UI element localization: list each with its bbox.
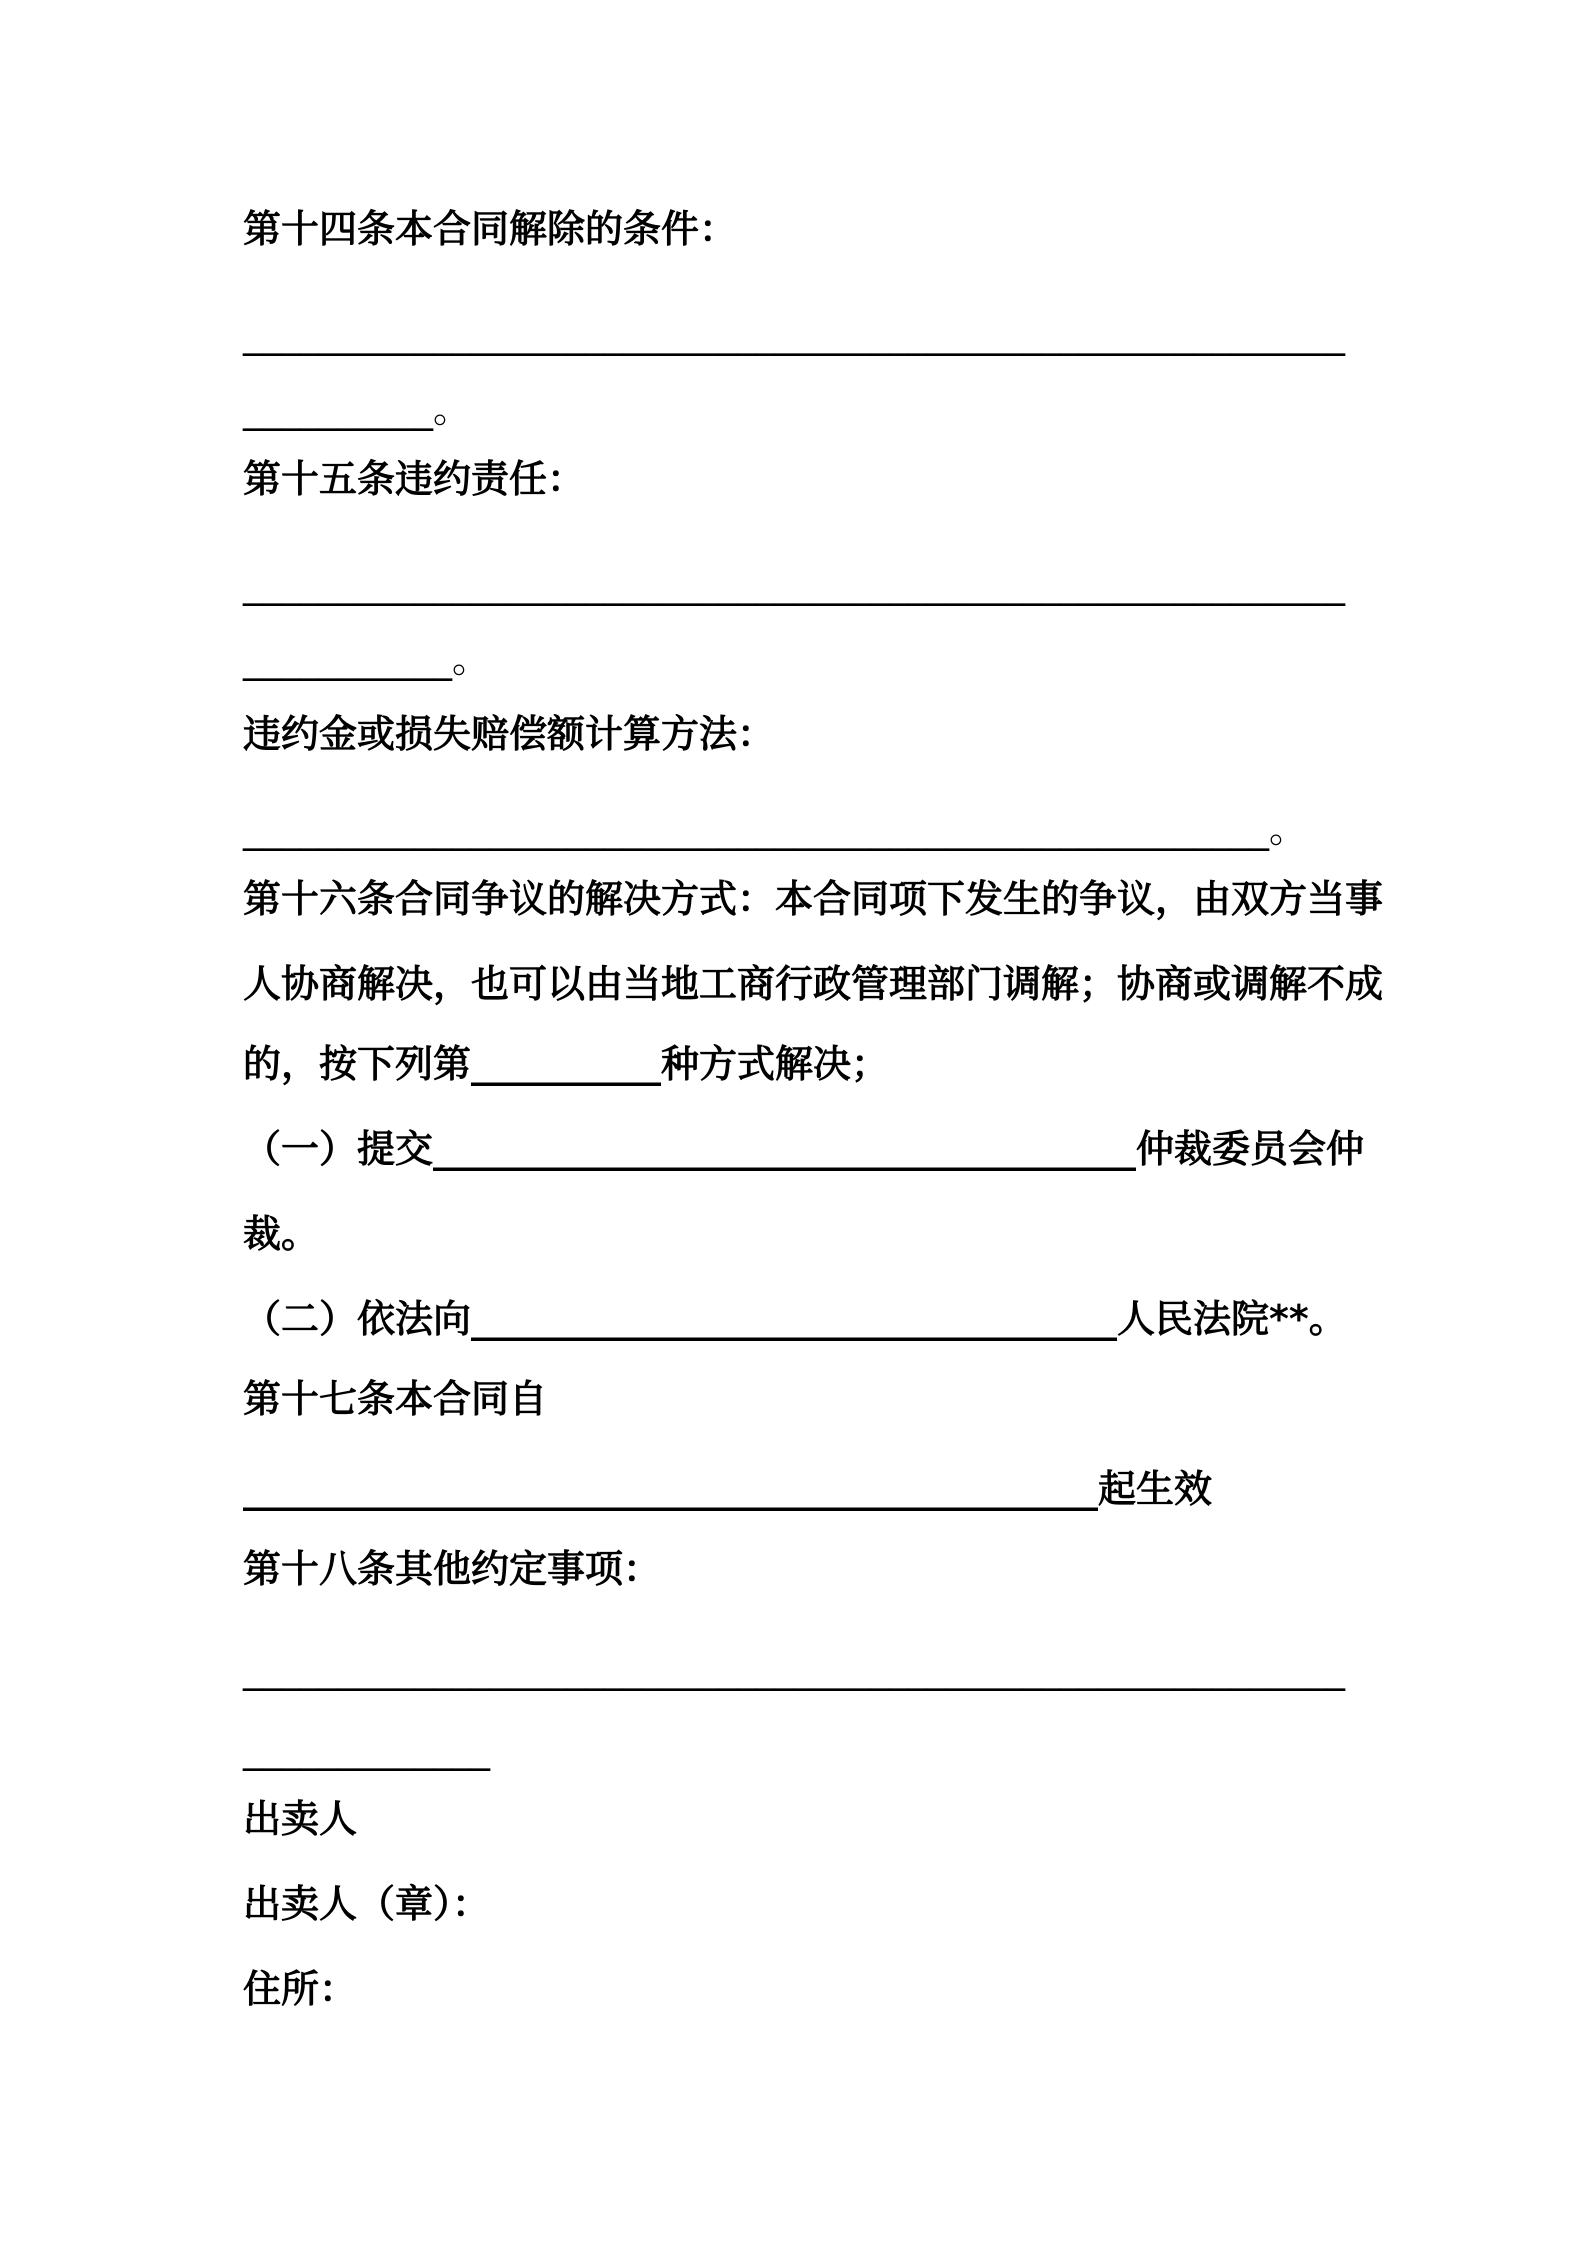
article-15-heading: 第十五条违约责任：	[243, 457, 586, 501]
article-16-text-line-2: 人协商解决，也可以由当地工商行政管理部门调解；协商或调解不成	[243, 962, 1384, 1006]
article-15-blank-line-1: __________________________________________________________	[243, 562, 1345, 606]
seller-label: 出卖人	[243, 1797, 358, 1841]
address-label: 住所：	[243, 1967, 358, 2011]
article-18-heading: 第十八条其他约定事项：	[243, 1547, 662, 1591]
article-17-heading: 第十七条本合同自	[243, 1377, 548, 1421]
article-17-effective-line: _____________________________________________起生效	[243, 1467, 1213, 1511]
article-16-text-line-3: 的，按下列第__________种方式解决；	[243, 1042, 890, 1086]
penalty-calculation-blank-line: ______________________________________________________。	[243, 807, 1308, 851]
article-14-blank-line-1: __________________________________________________________	[243, 312, 1345, 356]
article-16-text-line-1: 第十六条合同争议的解决方式：本合同项下发生的争议，由双方当事	[243, 877, 1384, 921]
option-2-court-line: （二）依法向__________________________________人民法院**。	[243, 1297, 1347, 1341]
article-18-blank-line-2: _____________	[243, 1727, 490, 1771]
option-1-arbitration-line-end: 裁。	[243, 1212, 320, 1256]
seller-seal-label: 出卖人（章）：	[243, 1882, 491, 1926]
article-15-blank-line-2: ___________。	[243, 637, 491, 681]
article-14-heading: 第十四条本合同解除的条件：	[243, 207, 738, 251]
penalty-calculation-heading: 违约金或损失赔偿额计算方法：	[243, 712, 776, 756]
article-14-blank-line-2: __________。	[243, 387, 472, 431]
option-1-arbitration-line: （一）提交_____________________________________仲裁委员会仲	[243, 1127, 1365, 1171]
article-18-blank-line-1: __________________________________________________________	[243, 1647, 1345, 1691]
